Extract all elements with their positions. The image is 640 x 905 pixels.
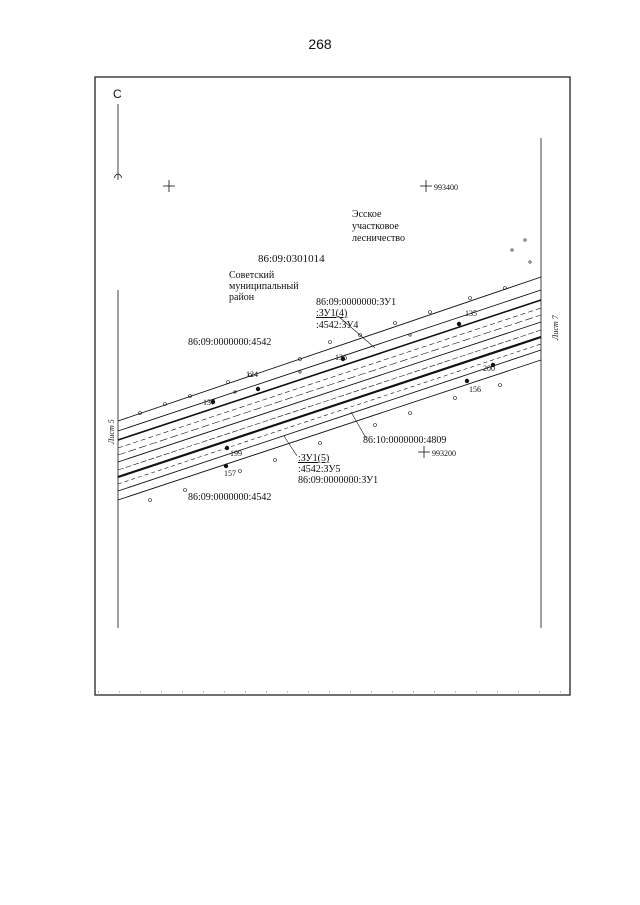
sheet-right-label: Лист 7 <box>551 315 560 340</box>
forestry-line-1: Эсское <box>352 209 382 220</box>
point-137: 137 <box>203 398 215 407</box>
point-157: 157 <box>224 469 236 478</box>
point-156: 156 <box>469 385 481 394</box>
leader-lines <box>284 316 375 456</box>
point-135: 135 <box>465 309 477 318</box>
sheet-left-label: Лист 5 <box>107 419 116 444</box>
grid-cross-1 <box>163 180 175 192</box>
north-label: С <box>113 87 122 101</box>
north-arrow <box>114 104 122 180</box>
point-124: 124 <box>246 370 258 379</box>
page-number: 268 <box>308 36 332 52</box>
parcel-bot-c: 86:09:0000000:ЗУ1 <box>298 475 379 486</box>
district-line-2: муниципальный <box>229 281 299 292</box>
district-line-3: район <box>229 292 255 303</box>
parcel-bottom: 86:09:0000000:4542 <box>188 492 272 503</box>
block-number: 86:09:0301014 <box>258 253 325 265</box>
district-line-1: Советский <box>229 270 275 281</box>
scatter-dots <box>139 239 532 502</box>
parcel-top-b: :ЗУ1(4) <box>316 308 348 319</box>
grid-cross-3 <box>418 446 430 458</box>
point-199: 199 <box>230 449 242 458</box>
parcel-top-a: 86:09:0000000:ЗУ1 <box>316 297 397 308</box>
parcel-left: 86:09:0000000:4542 <box>188 337 272 348</box>
grid-cross-2 <box>420 180 432 192</box>
grid-label-top: 993400 <box>434 183 458 192</box>
parcel-mid: 86:10:0000000:4809 <box>363 435 447 446</box>
grid-label-bottom: 993200 <box>432 449 456 458</box>
parcel-bot-b: :4542:ЗУ5 <box>298 464 341 475</box>
point-200: 200 <box>483 364 495 373</box>
point-136: 136 <box>335 353 347 362</box>
parcel-bot-a: :ЗУ1(5) <box>298 453 330 464</box>
parcel-top-c: :4542:ЗУ4 <box>316 320 359 331</box>
forestry-line-3: лесничество <box>352 233 405 244</box>
forestry-line-2: участковое <box>352 221 399 232</box>
